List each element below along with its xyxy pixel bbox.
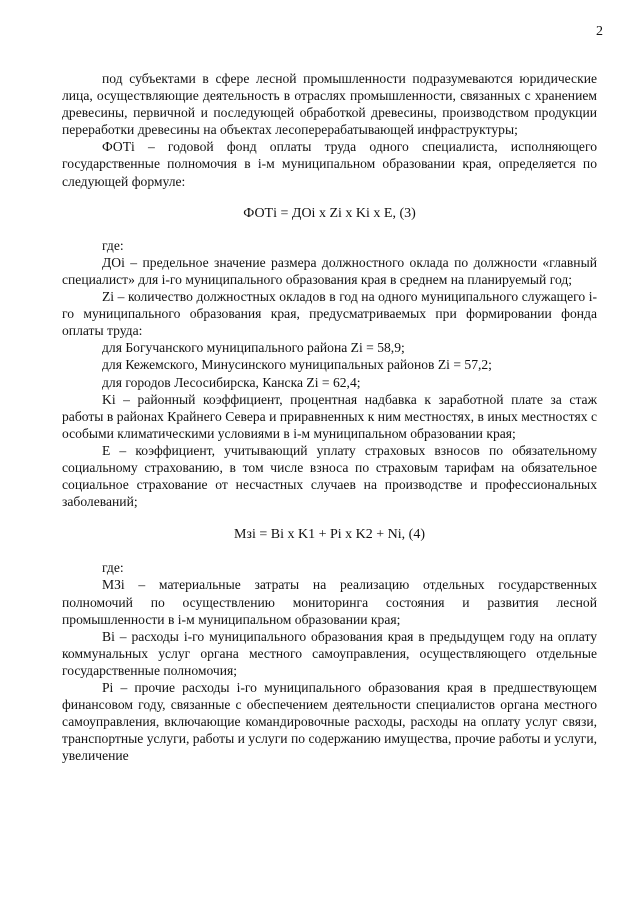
formula-4: Мзi = Вi x K1 + Pi x K2 + Ni, (4) (233, 527, 425, 543)
paragraph-bi-definition: Вi – расходы i-го муниципального образования края в предыдущем году на оплату коммунальных услуг органа местного самоуправления, осуществляющего отдельные государственные полномочия; (62, 628, 597, 678)
where-label-2: где: (102, 560, 124, 576)
paragraph-mzi-definition: МЗi – материальные затраты на реализацию отдельных государственных полномочий по осуществлению мониторинга состояния и развития лесной промышленности в i-м муниципальном образовании края; (62, 577, 597, 627)
paragraph-e-definition: Е – коэффициент, учитывающий уплату страховых взносов по обязательному социальному страхованию, в том числе взноса по страховым тарифам на обязательное социальное страхование от несчастных случаев на производстве и профессиональных заболеваний; (62, 442, 597, 510)
page-number: 2 (596, 24, 603, 39)
paragraph-fot-definition: ФОТi – годовой фонд оплаты труда одного специалиста, исполняющего государственные полномочия в i-м муниципальном образовании края, определяется по следующей формуле: (62, 139, 597, 189)
paragraph-ki-definition: Ki – районный коэффициент, процентная надбавка к заработной плате за стаж работы в районах Крайнего Севера и приравненных к ним местностях, в иных местностях с особыми климатическими условиями в i-м муниципальном образовании края; (62, 391, 597, 441)
where-label-1: где: (102, 237, 124, 253)
paragraph-doi-definition: ДОi – предельное значение размера должностного оклада по должности «главный специалист» для i-го муниципального образования края в среднем на планируемый год; (62, 254, 597, 287)
paragraph-zi-definition: Zi – количество должностных окладов в год на одного муниципального служащего i-го муниципального образования края, предусматриваемых при формировании фонда оплаты труда: (62, 289, 597, 339)
paragraph-zi-lesosibirsk-kansk: для городов Лесосибирска, Канска Zi = 62,4; (102, 374, 361, 390)
paragraph-pi-definition: Рi – прочие расходы i-го муниципального образования края в предшествующем финансовом году, связанные с обеспечением деятельности специалистов органа местного самоуправления, включающие командировочные расходы, расходы на оплату услуг связи, транспортные услуги, работы и услуги по содержанию имущества, прочие работы и услуги, увеличение (62, 680, 597, 764)
document-body (62, 70, 597, 764)
formula-3: ФОТi = ДОi x Zi x Ki x E, (3) (243, 205, 416, 221)
paragraph-zi-boguchany: для Богучанского муниципального района Zi = 58,9; (102, 340, 405, 356)
paragraph-zi-kezhma-minusinsk: для Кежемского, Минусинского муниципальных районов Zi = 57,2; (102, 357, 492, 373)
paragraph-subjects-definition: под субъектами в сфере лесной промышленности подразумеваются юридические лица, осуществляющие деятельность в отраслях промышленности, связанных с хранением древесины, первичной и последующей обработкой древесины, производством продукции переработки древесины на объектах лесоперерабатывающей инфраструктуры; (62, 71, 597, 138)
